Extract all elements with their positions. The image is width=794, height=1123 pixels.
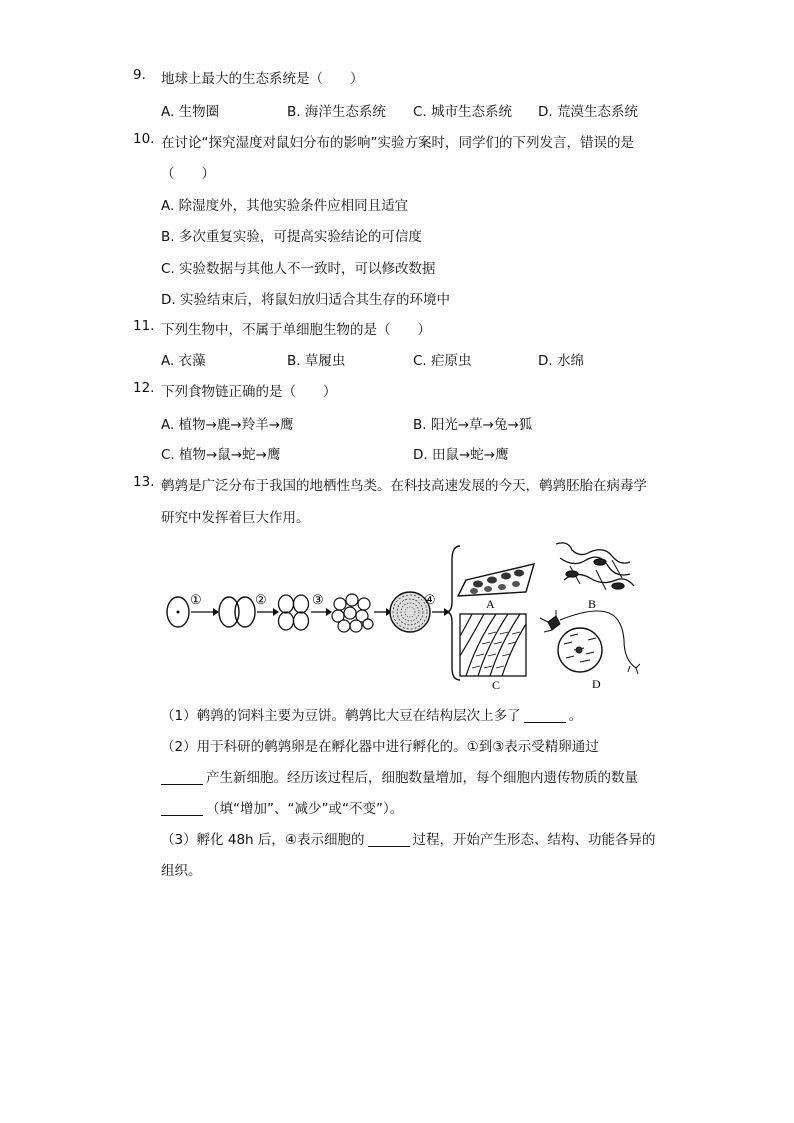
step-label-4: ④ [424, 592, 436, 607]
option-d: D. 荒漠生态系统 [538, 104, 638, 120]
tissue-brace [446, 546, 460, 680]
arrow-step-3 [311, 608, 332, 616]
sub-question-1 [161, 704, 582, 724]
step-label-3: ③ [312, 592, 324, 607]
tissue-label-b: B [588, 597, 597, 611]
option-b: B. 海洋生态系统 [287, 104, 386, 120]
option-c: C. 实验数据与其他人不一致时，可以修改数据 [161, 261, 436, 277]
tissue-c-muscle [460, 614, 526, 676]
sub-question-3-line-2 [161, 859, 202, 879]
option-c: C. 植物→鼠→蛇→鹰 [161, 447, 281, 463]
question-stem: 在讨论“探究湿度对鼠妇分布的影响”实验方案时，同学们的下列发言，错误的是 [161, 135, 634, 151]
sub-question-1-end: 。 [568, 708, 583, 724]
question-number: 11. [133, 318, 155, 334]
option-b: B. 多次重复实验，可提高实验结论的可信度 [161, 229, 422, 245]
question-stem-cont: 研究中发挥着巨大作用。 [161, 510, 310, 526]
option-c: C. 疟原虫 [413, 353, 472, 369]
arrow-step-4 [374, 608, 392, 616]
option-a: A. 除湿度外，其他实验条件应相同且适宜 [161, 198, 409, 214]
option-d: D. 田鼠→蛇→鹰 [413, 447, 509, 463]
question-number: 10. [133, 131, 155, 147]
step-label-1: ① [190, 592, 202, 607]
sub-question-3-text-2: 过程，开始产生形态、结构、功能各异的 [412, 832, 656, 848]
answer-blank[interactable] [524, 708, 566, 723]
sub-question-1-text: （1）鹌鹑的饲料主要为豆饼。鹌鹑比大豆在结构层次上多了 [161, 708, 521, 724]
question-stem: 下列食物链正确的是（ ） [161, 384, 337, 400]
embryo-development-figure [160, 540, 640, 692]
arrow-step-1 [191, 608, 219, 616]
arrow-step-2 [257, 608, 279, 616]
tissue-b-connective [556, 543, 634, 590]
tissue-label-c: C [492, 678, 501, 692]
question-stem-cont: （ ） [161, 166, 215, 182]
sub-question-3-text-3: 组织。 [161, 863, 202, 879]
tissue-label-d: D [592, 677, 601, 691]
sub-question-2-text: （2）用于科研的鹌鹑卵是在孵化器中进行孵化的。①到③表示受精卵通过 [161, 739, 599, 755]
tissue-a-epithelial [458, 564, 534, 596]
option-d: D. 实验结束后，将鼠妇放归适合其生存的环境中 [161, 292, 450, 308]
question-stem: 下列生物中，不属于单细胞生物的是（ ） [161, 322, 431, 338]
option-c: C. 城市生态系统 [413, 104, 513, 120]
tissue-d-nerve [540, 610, 640, 674]
sub-question-2 [161, 735, 599, 755]
question-stem: 鹌鹑是广泛分布于我国的地栖性鸟类。在科技高速发展的今天，鹌鹑胚胎在病毒学 [161, 478, 647, 494]
sub-question-3-text: （3）孵化 48h 后，④表示细胞的 [161, 832, 365, 848]
question-number: 12. [133, 380, 155, 396]
option-a: A. 衣藻 [161, 353, 206, 369]
option-b: B. 阳光→草→兔→狐 [413, 417, 533, 433]
option-b: B. 草履虫 [287, 353, 346, 369]
option-d: D. 水绵 [538, 353, 584, 369]
question-number: 9. [133, 67, 146, 83]
four-cell-stage [279, 595, 309, 630]
sub-question-3 [161, 828, 656, 848]
sub-question-2-line-3 [158, 797, 403, 817]
morula-stage [332, 594, 373, 632]
sub-question-2-text-3: （填“增加”、“减少”或“不变”）。 [206, 801, 404, 817]
option-a: A. 生物圈 [161, 104, 220, 120]
option-a: A. 植物→鹿→羚羊→鹰 [161, 417, 294, 433]
step-label-2: ② [255, 592, 267, 607]
tissue-label-a: A [486, 597, 495, 611]
answer-blank[interactable] [161, 801, 203, 816]
question-stem: 地球上最大的生态系统是（ ） [161, 71, 364, 87]
answer-blank[interactable] [161, 770, 203, 785]
answer-blank[interactable] [368, 832, 410, 847]
zygote-cell [167, 597, 189, 627]
sub-question-2-line-2 [158, 766, 638, 786]
sub-question-2-text-2: 产生新细胞。经历该过程后，细胞数量增加，每个细胞内遗传物质的数量 [206, 770, 638, 786]
question-number: 13. [133, 474, 155, 490]
two-cell-stage [219, 597, 255, 627]
